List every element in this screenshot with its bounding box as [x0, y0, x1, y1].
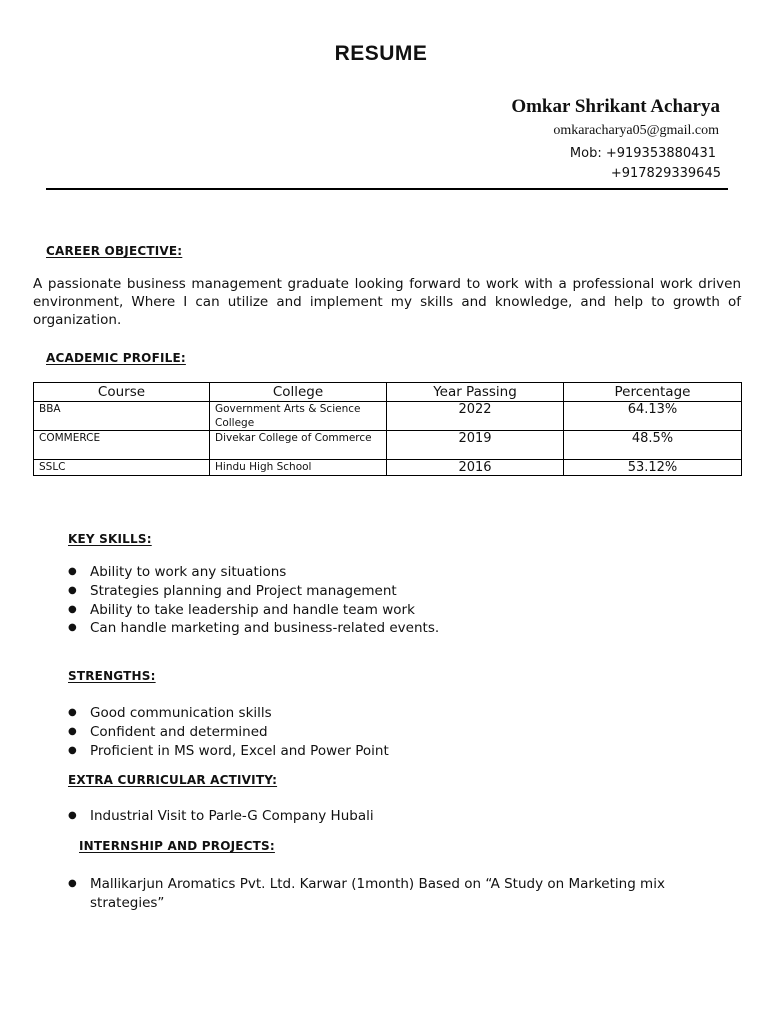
cell-percentage: 48.5%	[564, 431, 742, 460]
list-item: ● Proficient in MS word, Excel and Power Point	[68, 742, 389, 759]
bullet-icon: ●	[68, 744, 77, 756]
bullet-icon: ●	[68, 603, 77, 615]
list-item: ● Mallikarjun Aromatics Pvt. Ltd. Karwar (1month) Based on “A Study on Marketing mix strategies”	[68, 876, 665, 911]
cell-course: BBA	[34, 402, 210, 431]
career-objective-heading: CAREER OBJECTIVE:	[46, 244, 183, 258]
mobile-number-primary: Mob: +919353880431	[569, 146, 716, 161]
cell-course: SSLC	[34, 460, 210, 476]
table-row	[34, 460, 742, 476]
bullet-icon: ●	[68, 707, 77, 718]
academic-profile-heading: ACADEMIC PROFILE:	[46, 351, 186, 365]
table-row	[34, 431, 742, 460]
career-objective-text: A passionate business management graduate looking forward to work with a professional work driven environment, Where I can utilize and implement my skills and knowledge, and help to growth of organization.	[33, 276, 741, 328]
cell-percentage: 53.12%	[564, 460, 742, 476]
candidate-name: Omkar Shrikant Acharya	[511, 96, 720, 117]
table-header-row	[34, 383, 742, 402]
column-header-percentage: Percentage	[564, 383, 742, 402]
cell-college: Hindu High School	[210, 460, 387, 476]
column-header-college: College	[210, 383, 387, 402]
header-divider	[46, 188, 728, 190]
list-item: ● Strategies planning and Project management	[68, 582, 397, 599]
key-skills-heading: KEY SKILLS:	[68, 532, 152, 546]
resume-title: RESUME	[334, 42, 428, 65]
academic-table	[33, 382, 742, 476]
bullet-icon: ●	[68, 878, 77, 889]
list-item: ● Ability to work any situations	[68, 564, 287, 580]
cell-percentage: 64.13%	[564, 402, 742, 431]
list-item: ● Industrial Visit to Parle-G Company Hubali	[68, 808, 374, 824]
cell-college: Government Arts & Science College	[210, 402, 387, 431]
internship-heading: INTERNSHIP AND PROJECTS:	[79, 839, 275, 853]
column-header-year: Year Passing	[387, 383, 564, 402]
cell-year: 2022	[387, 402, 564, 431]
extra-curricular-list	[68, 807, 728, 826]
column-header-course: Course	[34, 383, 210, 402]
bullet-icon: ●	[68, 566, 77, 577]
strengths-heading: STRENGTHS:	[68, 669, 156, 683]
list-item: ● Can handle marketing and business-related events.	[68, 620, 440, 637]
bullet-icon: ●	[68, 622, 77, 634]
table-row	[34, 402, 742, 431]
cell-year: 2016	[387, 460, 564, 476]
cell-course: COMMERCE	[34, 431, 210, 460]
bullet-icon: ●	[68, 810, 77, 821]
key-skills-list	[68, 563, 728, 638]
cell-college: Divekar College of Commerce	[210, 431, 387, 460]
list-item: ● Ability to take leadership and handle team work	[68, 601, 415, 618]
mobile-number-secondary: +917829339645	[610, 166, 721, 181]
cell-year: 2019	[387, 431, 564, 460]
list-item: ● Good communication skills	[68, 705, 272, 721]
bullet-icon: ●	[68, 725, 77, 737]
extra-curricular-heading: EXTRA CURRICULAR ACTIVITY:	[68, 773, 278, 787]
bullet-icon: ●	[68, 584, 77, 596]
strengths-list	[68, 704, 728, 760]
list-item: ● Confident and determined	[68, 723, 268, 740]
email-address: omkaracharya05@gmail.com	[553, 123, 719, 138]
internship-list	[68, 875, 708, 913]
